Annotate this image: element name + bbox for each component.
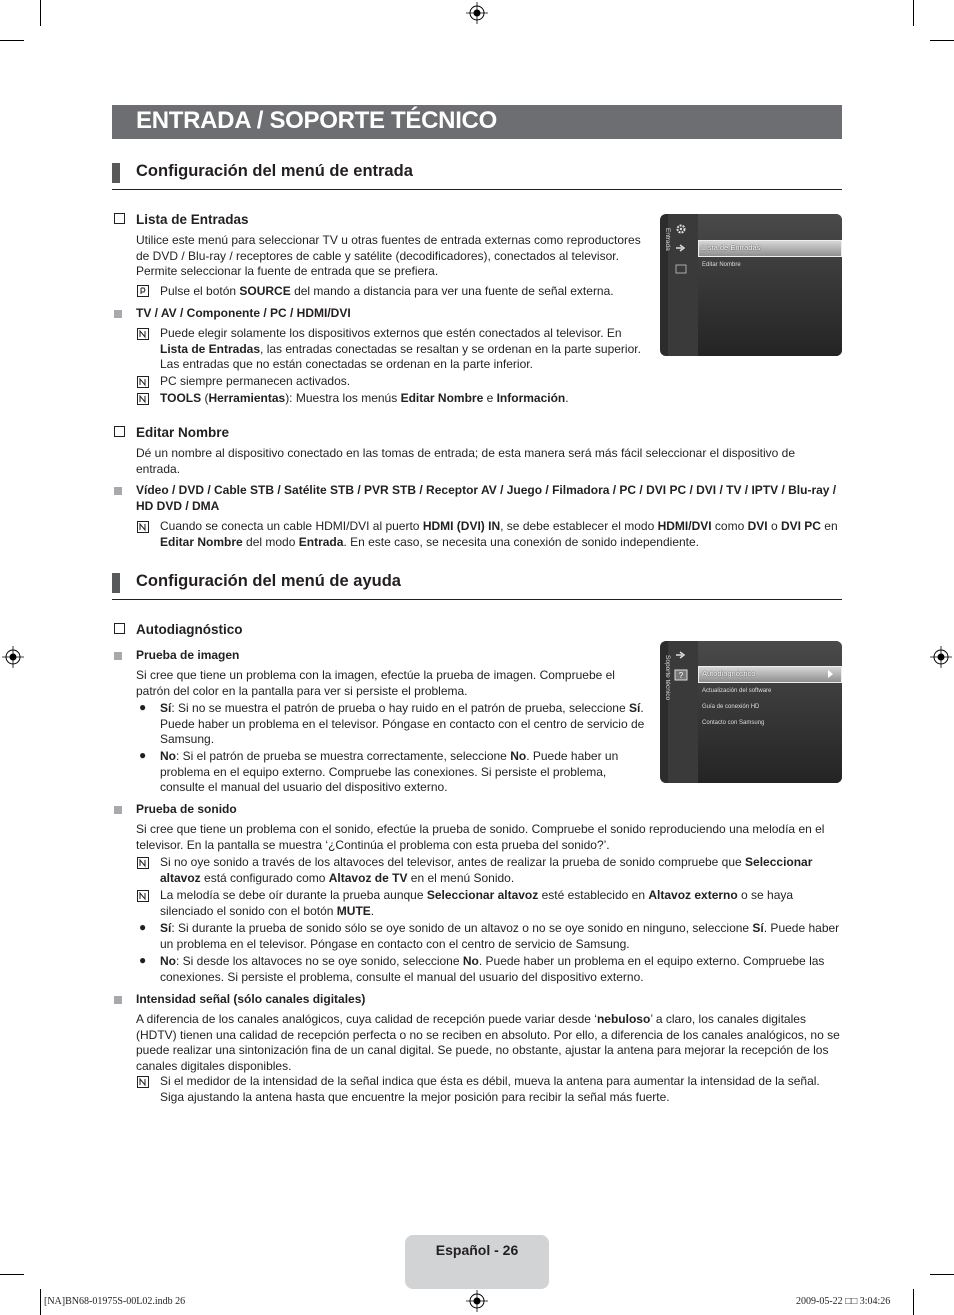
registration-mark-icon [466, 2, 488, 24]
osd-side-label: Entrada [664, 228, 671, 251]
crop-mark [913, 0, 914, 26]
note: Puede elegir solamente los dispositivos externos que estén conectados al televisor. En Lista de Entradas, las entradas conectadas se resaltan y se ordenan en la parte superior. Las entradas que no están conectadas se ordenan en la parte inferior. [160, 326, 641, 371]
page-number: Español - 26 [435, 1242, 519, 1258]
option-list: Vídeo / DVD / Cable STB / Satélite STB / PVR STB / Receptor AV / Juego / Filmadora / PC / DVI PC / DVI / TV / IPTV / Blu-ray / HD DVD / DMA [136, 483, 837, 513]
square-bullet [114, 487, 122, 495]
osd-menu-item: Contacto con Samsung [702, 720, 765, 726]
note: Cuando se conecta un cable HDMI/DVI al puerto HDMI (DVI) IN, se debe establecer el modo HDMI/DVI como DVI o DVI PC en Editar Nombre del modo Entrada. En este caso, se necesita una conexión de sonido independiente. [160, 519, 838, 549]
bullet-dot: ● [139, 920, 147, 934]
subsection-heading: Lista de Entradas [114, 212, 249, 227]
paragraph: A diferencia de los canales analógicos, cuya calidad de recepción puede variar desde ‘nebuloso’ a claro, los canales digitales (HDTV) tienen una calidad de recepción perfecta o no se reciben en absoluto. Por ello, a diferencia de los canales analógicos, no se puede realizar una sintonización fina de un canal digital. Se puede, no obstante, ajustar la antena para mejorar la recepción de los canales digitales disponibles. [136, 1012, 840, 1073]
osd-menu-item: Guía de conexión HD [702, 704, 760, 710]
remote-icon [137, 285, 149, 297]
note: PC siempre permanecen activados. [160, 374, 351, 388]
paragraph: Dé un nombre al dispositivo conectado en las tomas de entrada; de esta manera será más fácil seleccionar el dispositivo de entrada. [136, 446, 796, 476]
square-bullet [114, 652, 122, 660]
paragraph: Si cree que tiene un problema con la imagen, efectúe la prueba de imagen. Compruebe el patrón del color en la pantalla para ver si persiste el problema. [136, 668, 615, 698]
registration-mark-icon [930, 646, 952, 668]
osd-side-label: Soporte técnico [664, 655, 671, 701]
title-bar [112, 105, 842, 139]
crop-mark [40, 0, 41, 26]
note: TOOLS (Herramientas): Muestra los menús Editar Nombre e Información. [160, 391, 569, 405]
note: Si el medidor de la intensidad de la señal indica que ésta es débil, mueva la antena para aumentar la intensidad de la señal. Siga ajustando la antena hasta que encuentre la mejor posición para recibir la señal más fuerte. [160, 1074, 820, 1104]
note-icon [137, 857, 149, 869]
note: La melodía se debe oír durante la prueba aunque Seleccionar altavoz esté establecido en Altavoz externo o se haya silenciado el sonido con el botón MUTE. [160, 888, 794, 918]
input-icon [674, 649, 688, 661]
osd-menu-item: Editar Nombre [702, 262, 741, 268]
gear-icon [674, 223, 688, 235]
print-slug: 2009-05-22 □□ 3:04:26 [796, 1296, 891, 1307]
crop-mark [930, 40, 954, 41]
arrow-right-icon [827, 670, 834, 678]
subsection-heading: Editar Nombre [114, 425, 229, 440]
note-icon [137, 1076, 149, 1088]
note-icon [137, 393, 149, 405]
sub-heading: Prueba de sonido [136, 802, 237, 816]
note-icon [137, 521, 149, 533]
crop-mark [0, 1274, 24, 1275]
bullet-dot: ● [139, 953, 147, 967]
subsection-heading: Autodiagnóstico [114, 622, 243, 637]
svg-text:?: ? [678, 671, 684, 680]
osd-screenshot [660, 641, 842, 783]
option-list: TV / AV / Componente / PC / HDMI/DVI [136, 306, 351, 320]
section-title: Configuración del menú de entrada [136, 162, 413, 180]
section-header [112, 573, 842, 600]
page-title: ENTRADA / SOPORTE TÉCNICO [136, 107, 497, 134]
note-icon [137, 328, 149, 340]
crop-mark [930, 1274, 954, 1275]
bullet-item: Sí: Si durante la prueba de sonido sólo se oye sonido de un altavoz o no se oye sonido en ninguno, seleccione Sí. Puede haber un problema en el televisor. Póngase en contacto con el centro de servicio de Samsung. [160, 921, 840, 951]
bullet-item: Sí: Si no se muestra el patrón de prueba o hay ruido en el patrón de prueba, seleccione Sí. Puede haber un problema en el televisor. Póngase en contacto con el centro de servicio de Samsung. [160, 701, 645, 746]
crop-mark [913, 1289, 914, 1315]
registration-mark-icon [2, 646, 24, 668]
page-number-tab [405, 1235, 549, 1289]
square-bullet [114, 310, 122, 318]
note: Si no oye sonido a través de los altavoces del televisor, antes de realizar la prueba de sonido compruebe que Seleccionar altavoz está configurado como Altavoz de TV en el menú Sonido. [160, 855, 813, 885]
osd-selected-item: Lista de Entradas [698, 240, 842, 257]
bullet-dot: ● [139, 748, 147, 762]
note-source: Pulse el botón SOURCE del mando a distancia para ver una fuente de señal externa. [160, 284, 614, 298]
paragraph: Utilice este menú para seleccionar TV u otras fuentes de entrada externas como reproductores de DVD / Blu-ray / receptores de cable y satélite (decodificadores), conectados al televisor. Permite seleccionar la fuente de entrada que se prefiera. [136, 233, 641, 278]
section-header [112, 163, 842, 190]
osd-screenshot [660, 214, 842, 356]
bullet-item: No: Si desde los altavoces no se oye sonido, seleccione No. Puede haber un problema en el equipo externo. Compruebe las conexiones. Si persiste el problema, consulte el manual del usuario del dispositivo externo. [160, 954, 825, 984]
bullet-item: No: Si el patrón de prueba se muestra correctamente, seleccione No. Puede haber un problema en el equipo externo. Compruebe las conexiones. Si persiste el problema, consulte el manual del usuario del dispositivo externo. [160, 749, 619, 794]
crop-mark [0, 40, 24, 41]
print-slug: [NA]BN68-01975S-00L02.indb 26 [44, 1296, 186, 1307]
sub-heading: Prueba de imagen [136, 648, 240, 662]
osd-selected-item: Autodiagnóstico [698, 666, 842, 683]
paragraph: Si cree que tiene un problema con el sonido, efectúe la prueba de sonido. Compruebe el sonido reproduciendo una melodía en el televisor. En la pantalla se muestra ‘¿Continúa el problema con esta prueba del sonido?’. [136, 822, 825, 852]
crop-mark [40, 1289, 41, 1315]
square-bullet [114, 806, 122, 814]
note-icon [137, 890, 149, 902]
square-bullet [114, 996, 122, 1004]
osd-menu-item: Actualización del software [702, 688, 772, 694]
support-icon [674, 263, 688, 275]
input-icon [674, 242, 688, 254]
bullet-dot: ● [139, 700, 147, 714]
section-title: Configuración del menú de ayuda [136, 572, 401, 590]
registration-mark-icon [466, 1290, 488, 1312]
help-icon [674, 669, 688, 681]
sub-heading: Intensidad señal (sólo canales digitales) [136, 992, 366, 1006]
note-icon [137, 376, 149, 388]
